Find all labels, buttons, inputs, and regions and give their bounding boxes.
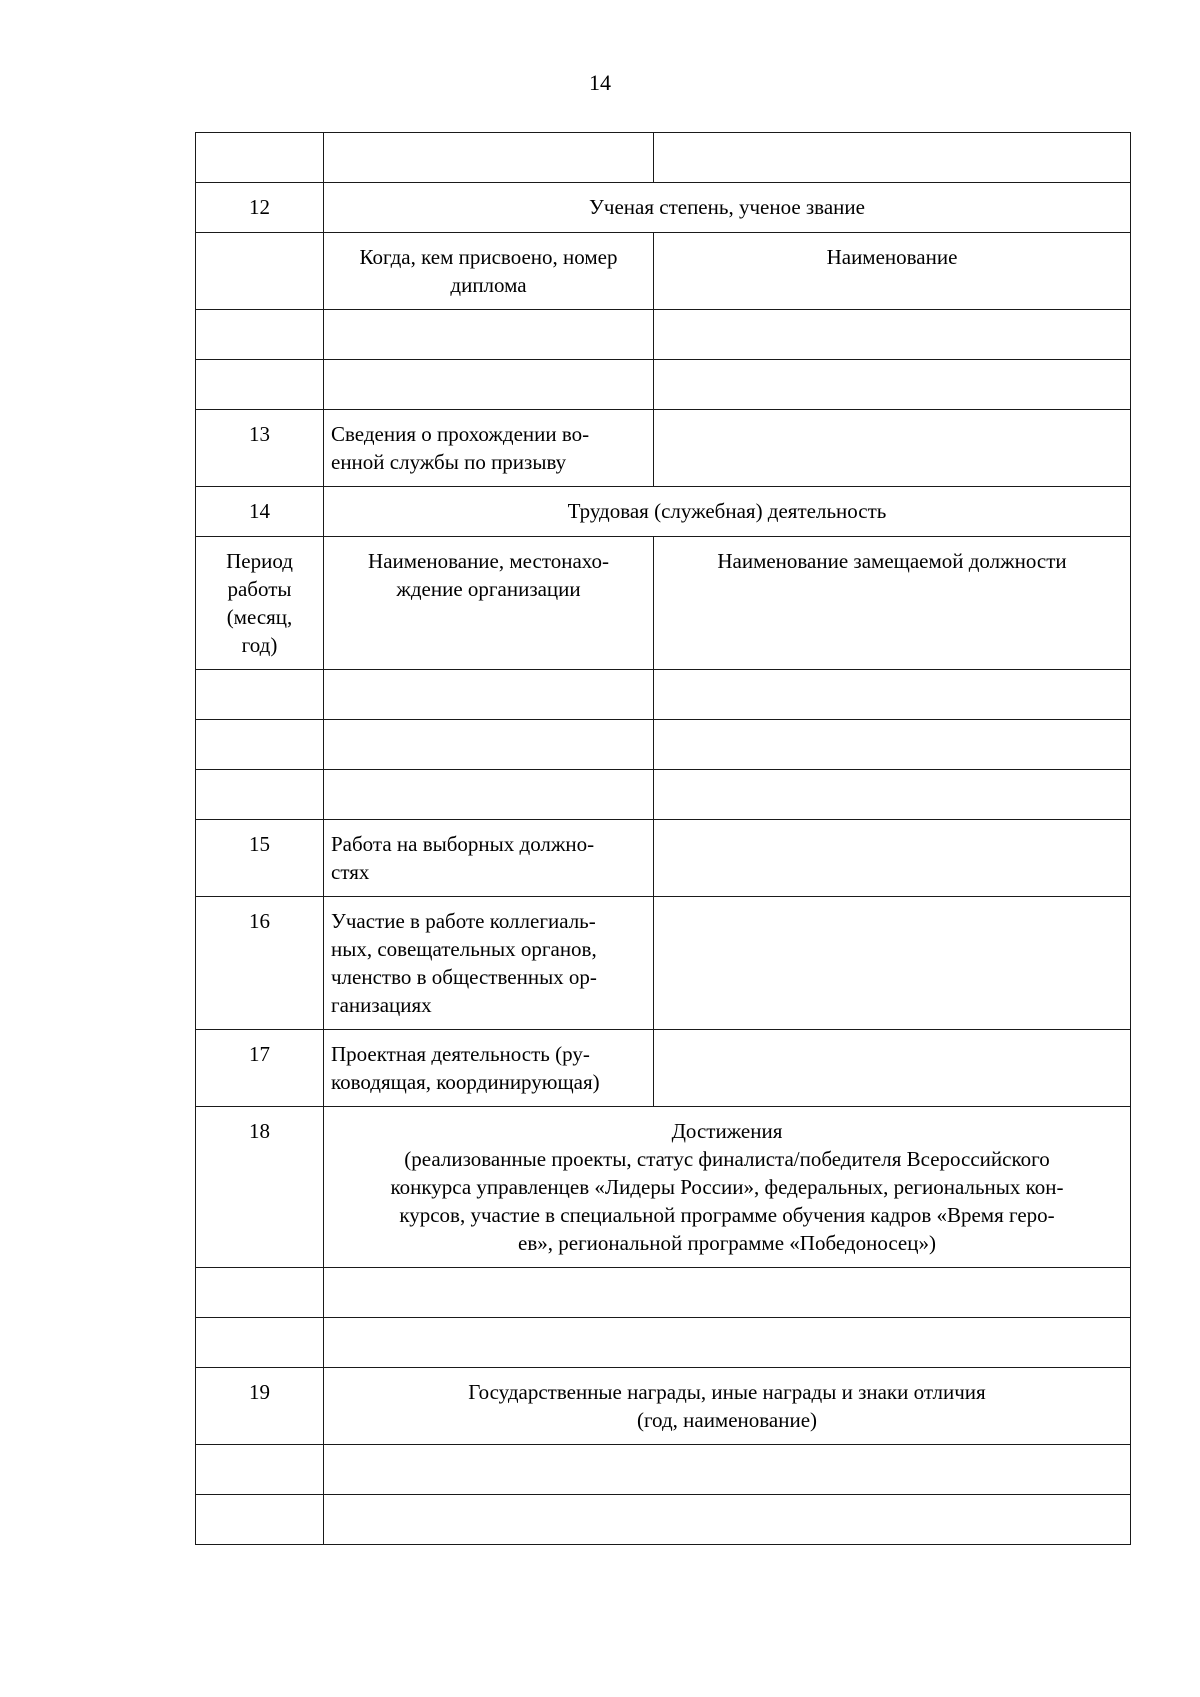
header-line: Период (226, 549, 293, 573)
table-cell[interactable] (196, 310, 324, 360)
table-row-blank (196, 1445, 1131, 1495)
table-cell[interactable] (654, 310, 1131, 360)
table-row-14-header (196, 537, 1131, 670)
table-row-17 (196, 1030, 1131, 1107)
questionnaire-table (195, 132, 1131, 1545)
section-title-work-activity: Трудовая (служебная) деятельность (324, 487, 1131, 537)
table-cell (196, 233, 324, 310)
table-cell[interactable] (196, 360, 324, 410)
row-number: 13 (196, 410, 324, 487)
table-cell[interactable] (324, 310, 654, 360)
table-cell[interactable] (196, 670, 324, 720)
table-cell[interactable] (196, 1445, 324, 1495)
achievements-line: конкурса управленцев «Лидеры России», федеральных, региональных кон- (390, 1175, 1064, 1199)
header-line: Наименование, местонахо- (368, 549, 609, 573)
achievements-title: Достижения (671, 1119, 783, 1143)
label-line: ных, совещательных органов, (331, 937, 597, 961)
table-cell[interactable] (654, 1030, 1131, 1107)
section-title-academic-degree: Ученая степень, ученое звание (324, 183, 1131, 233)
achievements-line: ев», региональной программе «Победоносец») (518, 1231, 936, 1255)
table-cell[interactable] (654, 360, 1131, 410)
label-line: стях (331, 860, 370, 884)
section-state-awards (324, 1368, 1131, 1445)
table-row-19 (196, 1368, 1131, 1445)
label-project-activity (324, 1030, 654, 1107)
header-line: (месяц, (226, 605, 293, 629)
header-line: ждение организации (396, 577, 581, 601)
label-collegial-bodies (324, 897, 654, 1030)
table-row-blank (196, 133, 1131, 183)
table-row-14 (196, 487, 1131, 537)
table-row-blank (196, 1268, 1131, 1318)
table-row-13 (196, 410, 1131, 487)
achievements-line: курсов, участие в специальной программе обучения кадров «Время геро- (399, 1203, 1055, 1227)
table-cell[interactable] (324, 670, 654, 720)
table-row-12-header (196, 233, 1131, 310)
table-row-15 (196, 820, 1131, 897)
table-cell[interactable] (324, 360, 654, 410)
table-cell[interactable] (654, 720, 1131, 770)
table-cell[interactable] (324, 1445, 1131, 1495)
table-cell[interactable] (324, 770, 654, 820)
table-cell[interactable] (324, 720, 654, 770)
page-number: 14 (589, 70, 611, 95)
table-cell[interactable] (654, 770, 1131, 820)
table-cell[interactable] (196, 1268, 324, 1318)
table-cell[interactable] (324, 1318, 1131, 1368)
label-line: ководящая, координирующая) (331, 1070, 600, 1094)
table-row-18 (196, 1107, 1131, 1268)
row-number: 19 (196, 1368, 324, 1445)
column-header-organization (324, 537, 654, 670)
table-cell[interactable] (196, 1495, 324, 1545)
table-row-blank (196, 1318, 1131, 1368)
column-header-period (196, 537, 324, 670)
achievements-line: (реализованные проекты, статус финалиста/победителя Всероссийского (404, 1147, 1050, 1171)
table-cell[interactable] (324, 1268, 1131, 1318)
table-row-blank (196, 670, 1131, 720)
table-cell[interactable] (196, 1318, 324, 1368)
table-cell[interactable] (324, 1495, 1131, 1545)
label-line: членство в общественных ор- (331, 965, 597, 989)
table-row-blank (196, 360, 1131, 410)
label-military-service (324, 410, 654, 487)
label-line: Работа на выборных должно- (331, 832, 595, 856)
column-header-when-by-whom (324, 233, 654, 310)
label-line: Проектная деятельность (ру- (331, 1042, 590, 1066)
table-cell[interactable] (654, 133, 1131, 183)
table-cell[interactable] (654, 897, 1131, 1030)
table-row-blank (196, 1495, 1131, 1545)
table-row-blank (196, 720, 1131, 770)
row-number: 15 (196, 820, 324, 897)
table-row-blank (196, 770, 1131, 820)
table-row-blank (196, 310, 1131, 360)
label-line: ганизациях (331, 993, 432, 1017)
label-elected-positions (324, 820, 654, 897)
table-cell[interactable] (324, 133, 654, 183)
label-line: Участие в работе коллегиаль- (331, 909, 596, 933)
header-line: работы (227, 577, 292, 601)
row-number: 18 (196, 1107, 324, 1268)
table-cell[interactable] (196, 770, 324, 820)
row-number: 17 (196, 1030, 324, 1107)
header-line: год) (241, 633, 278, 657)
table-row-16 (196, 897, 1131, 1030)
table-cell[interactable] (196, 720, 324, 770)
table-cell[interactable] (654, 670, 1131, 720)
table-row-12 (196, 183, 1131, 233)
section-achievements (324, 1107, 1131, 1268)
column-header-position: Наименование замещаемой должности (654, 537, 1131, 670)
awards-line: (год, наименование) (636, 1408, 818, 1432)
column-header-name: Наименование (654, 233, 1131, 310)
awards-line: Государственные награды, иные награды и знаки отличия (468, 1380, 986, 1404)
row-number: 12 (196, 183, 324, 233)
header-line: Когда, кем присвоено, номер (359, 245, 618, 269)
row-number: 16 (196, 897, 324, 1030)
table-cell[interactable] (654, 820, 1131, 897)
label-line: Сведения о прохождении во- (331, 422, 590, 446)
table-cell[interactable] (654, 410, 1131, 487)
label-line: енной службы по призыву (331, 450, 567, 474)
table-cell[interactable] (196, 133, 324, 183)
row-number: 14 (196, 487, 324, 537)
header-line: диплома (450, 273, 527, 297)
